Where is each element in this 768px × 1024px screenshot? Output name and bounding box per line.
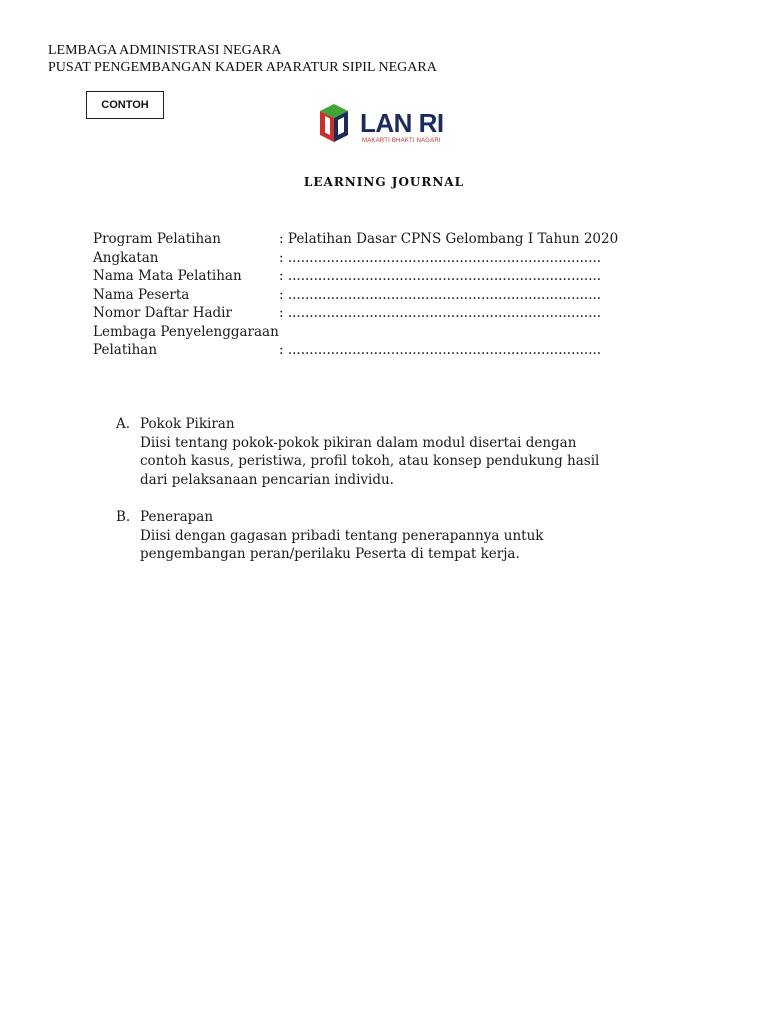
info-value: : ......................................................................... (279, 249, 602, 266)
section-heading: Penerapan (140, 509, 214, 525)
info-label: Program Pelatihan (93, 231, 221, 247)
section-letter: A. (116, 416, 131, 432)
info-label: Nomor Daftar Hadir (93, 305, 232, 321)
info-label: Pelatihan (93, 342, 158, 358)
logo-wordmark: LAN RI (360, 108, 444, 138)
example-stamp: CONTOH (86, 91, 164, 119)
info-value: : ......................................................................... (279, 305, 602, 321)
info-row (93, 341, 659, 360)
section-letter: B. (116, 509, 131, 525)
logo-tagline: MAKARTI BHAKTI NAGARI (362, 138, 441, 144)
info-row (93, 304, 659, 323)
info-value: : ......................................................................... (279, 268, 602, 284)
organization-name: LEMBAGA ADMINISTRASI NEGARA (48, 43, 282, 58)
section-description: Diisi tentang pokok-pokok pikiran dalam modul disertai dengan contoh kasus, peristiwa, profil tokoh, atau konsep pendukung hasil dari pelaksanaan pencarian individu. (140, 434, 600, 488)
info-row (93, 230, 659, 249)
info-value: : Pelatihan Dasar CPNS Gelombang I Tahun 2020 (279, 231, 619, 247)
info-label: Lembaga Penyelenggaraan (93, 323, 279, 340)
journal-sections (116, 415, 660, 583)
info-label: Angkatan (93, 249, 159, 266)
info-row (93, 323, 659, 342)
section-pokok-pikiran (116, 415, 660, 489)
info-label: Nama Mata Pelatihan (93, 268, 242, 284)
info-value: : ......................................................................... (279, 286, 602, 303)
organization-header (48, 42, 437, 76)
organization-unit: PUSAT PENGEMBANGAN KADER APARATUR SIPIL NEGARA (48, 60, 437, 75)
section-penerapan (116, 508, 660, 564)
section-heading: Pokok Pikiran (140, 416, 235, 432)
document-title: LEARNING JOURNAL (303, 175, 465, 189)
participant-info-table (93, 230, 659, 360)
info-row (93, 286, 659, 305)
info-row (93, 249, 659, 268)
info-row (93, 267, 659, 286)
info-value (279, 323, 659, 342)
section-description: Diisi dengan gagasan pribadi tentang penerapannya untuk pengembangan peran/perilaku Peserta di tempat kerja. (140, 527, 544, 562)
info-value: : ......................................................................... (279, 342, 602, 358)
info-label: Nama Peserta (93, 286, 190, 303)
